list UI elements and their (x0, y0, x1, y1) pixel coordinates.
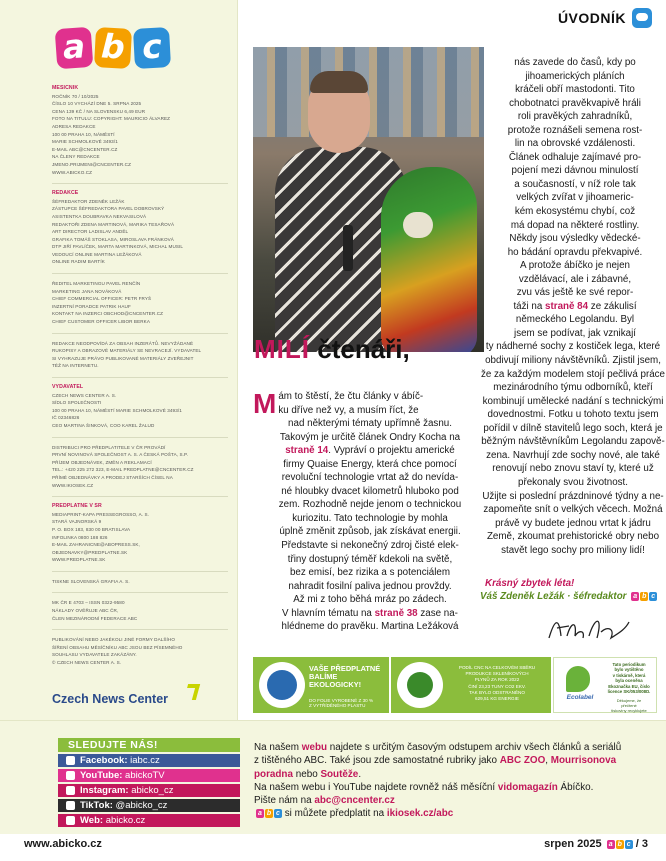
social-instagram[interactable]: Instagram: abicko_cz (58, 784, 240, 797)
imprint-divider (52, 273, 228, 274)
logo-letter-c: c (133, 27, 171, 69)
green-dot-icon (397, 662, 443, 708)
text-line: táži na straně 84 ze zákulisí (513, 300, 637, 312)
eco-badges (253, 657, 657, 713)
text-line: a současností, v níž role tak (514, 178, 636, 190)
imprint-line: REDAKTOŘI ZDENA MARTINOVÁ, MARIKA TESAŘOVÁ (52, 221, 175, 227)
text-line: ám to štěstí, že čtu články v ábíč- (278, 391, 424, 402)
imprint-divider (52, 571, 228, 572)
text-line: běžným návštěvníkům Legolandu zapově- (481, 436, 665, 448)
imprint-line: ŘEDITEL MARKETINGU PAVEL RENČÍN (52, 281, 141, 287)
handwritten-signature (545, 612, 633, 644)
imprint-line: TISKNE SLOVENSKÁ GRAFIA A. S. (52, 578, 130, 584)
inline-abc-logo: a b c (256, 809, 282, 818)
text-line: obdivují miliony návštěvníků. Zjistil jsem, (485, 355, 661, 367)
imprint-line: KONTAKT NA INZERCI OBCHOD@CNCENTER.CZ (52, 311, 164, 317)
eco-emissions-badge: PODÍL CNC NA CELKOVÉM SBĚRU PRODUKCE SKLENÍKOVÝCH PLYNŮ ZA ROK 2022 ČINÍ 23,23 TUNY CO2 EKV. TAK BYLO ODSTRANĚNO 629,51 KG ENERGIE (391, 657, 551, 713)
imprint-line: CHIEF COMMERCIAL OFFICER: PETR FRYŠ (52, 296, 152, 302)
mini-abc-logo: a b c (631, 592, 657, 601)
text-line: hlédneme do pravěku. Martina Ležáková (281, 621, 459, 633)
imprint-line: ŠÍŘENÍ OBSAHU MĚSÍČNÍKU ABC JSOU BEZ PÍSEMNÉHO (52, 644, 183, 650)
web-info-line: Pište nám na abc@cncenter.cz (254, 795, 395, 807)
editorial-greeting (254, 334, 410, 365)
text-line: zena. Navrhují zde sochy nové, ale také (486, 449, 660, 461)
text-line: revoluční technologie vrtat až do nevída- (281, 472, 459, 484)
sign-role: šéfredaktor (573, 591, 627, 602)
logo-letter-a: a (55, 27, 94, 69)
text-line: renovují nebo znovu staví ty, které už (492, 463, 654, 475)
web-link[interactable]: Mourrisonova (550, 755, 617, 767)
text-line: mezinárodního týmu odborníků, kteří (493, 382, 653, 394)
imprint-line: STARÁ VAJNORSKÁ 9 (52, 519, 102, 525)
editorial-column-right (480, 56, 666, 557)
text-line: protože roznášeli semena rost- (507, 124, 643, 136)
text-line: třiny dostupný téměř kdekoli na světě, (287, 553, 453, 565)
text-line: Až mi z toho běhá mráz po zádech. (293, 594, 447, 606)
text-line: Někdy jsou výsledky vědecké- (509, 233, 641, 245)
imprint-line: OBJEDNAVKY@PREDPLATNE.SK (52, 549, 128, 555)
imprint-line: ŠÉFREDAKTOR ZDENĚK LEŽÁK (52, 198, 125, 204)
facebook-icon (66, 756, 75, 765)
web-link[interactable]: ikiosek.cz/abc (386, 808, 454, 820)
footer-website[interactable]: www.abicko.cz (24, 838, 102, 850)
text-line: stavět lego sochy pro miliony lidí! (501, 544, 645, 556)
imprint-line: 100 00 PRAHA 10, NÁMĚSTÍ (52, 131, 115, 137)
web-link[interactable]: vidomagazín (497, 781, 558, 793)
social-tiktok[interactable]: TikTok: @abicko_cz (58, 799, 240, 812)
drop-cap: M (253, 388, 277, 419)
imprint-line: DISTRIBUCI PRO PŘEDPLATITELE V ČR PROVÁDÍ (52, 444, 166, 450)
text-line: právě vy budete jednou vrtat k jádru (495, 517, 651, 529)
highlighted-reference: straně 38 (374, 607, 418, 619)
publisher-logo: Czech News Center (52, 692, 169, 706)
eu-ecolabel-badge: Ecolabel Tato periodikum bylo vytištěno v tiskárně, která byla oceněna Ekoznačka EU, číslo licence SK/053/008D. Děkujeme, že přečtené tiskoviny recyklujete (553, 657, 657, 713)
imprint-line: WWW.PREDPLATNE.SK (52, 557, 106, 563)
web-info-line: Na našem webu najdete s určitým časovým odstupem archiv všech článků a seriálů (254, 742, 622, 753)
text-line: straně 14. Vypráví o projektu americké (285, 445, 455, 457)
imprint-line: TEL.: +420 225 272 323, E-MAIL PREDPLATNE@CNCENTER.CZ (52, 467, 194, 473)
imprint-line: SI VYHRAZUJE PRÁVO PUBLIKOVANÉ MATERIÁLY ZVEŘEJNIT (52, 355, 194, 361)
imprint-line: CEO MARTINA ŠINKOVÁ, COO KAREL ŽALUD (52, 422, 155, 428)
text-line: kuriozitu. Tato technologie by mohla (292, 512, 448, 524)
web-info-line: Na našem webu i YouTube najdete rovněž náš měsíční vidomagazín Ábíčko. (254, 781, 594, 793)
imprint-line: IČ 02346826 (52, 415, 80, 421)
web-link[interactable]: poradna (254, 768, 293, 780)
imprint-line: MĚSÍČNÍK (52, 85, 79, 91)
sign-wish: Krásný zbytek léta! (485, 578, 575, 589)
imprint-line: ASISTENTKA DOUBRAVKA NEKVASILOVÁ (52, 213, 147, 219)
imprint-sidebar (0, 0, 238, 720)
text-line: Článek odhaluje zajímavé pro- (508, 151, 642, 163)
text-line: A protože ábíčko je nejen (519, 260, 631, 272)
imprint-line: ONLINE RADIM BARTÍK (52, 259, 105, 265)
text-line: jsem se podívat, jak vznikají (514, 327, 636, 339)
imprint-line: E-MAIL ZAHRANICNE@ABOPRESS.SK, (52, 542, 140, 548)
text-line: ku dříve než vy, a musím říct, že (278, 404, 419, 416)
text-line: velkých zvířat v jihoameric- (516, 192, 634, 204)
imprint-line: CZECH NEWS CENTER A. S. (52, 392, 117, 398)
text-line: chobotnatci pravěkvapivě hráli (509, 97, 641, 109)
imprint-line: © CZECH NEWS CENTER A. S. (52, 660, 122, 666)
greeting-part1: MILÍ (254, 334, 310, 364)
imprint-divider (52, 183, 228, 184)
imprint-line: CENA 139 KČ / NA SLOVENSKU 6,49 EUR (52, 108, 146, 114)
eco-packaging-badge: VAŠE PŘEDPLATNÉ BALÍME EKOLOGICKY! DO FOLIE VYROBENÉ Z 30 % Z VYTŘÍDĚNÉHO PLASTU (253, 657, 389, 713)
imprint-divider (52, 592, 228, 593)
imprint-line: JMENO.PRIJMENI@CNCENTER.CZ (52, 161, 131, 167)
highlighted-reference: straně 84 (545, 300, 589, 312)
imprint-line: PUBLIKOVÁNÍ NEBO JAKÉKOLI JINÉ FORMY DALŠÍHO (52, 637, 176, 643)
text-line: vzdělávací, ale i zábavné, (518, 273, 632, 285)
imprint-line: 100 00 PRAHA 10, NÁMĚSTÍ MARIE SCHMOLKOVÉ 3493/1 (52, 407, 182, 413)
footer-issue-date: srpen 2025 (544, 838, 602, 850)
text-line: lin na obrovské vzdálenosti. (514, 138, 636, 150)
imprint-line: VYDAVATEL (52, 384, 84, 390)
imprint-line: NA ČLENY REDAKCE (52, 154, 100, 160)
section-label: ÚVODNÍK (557, 10, 626, 26)
imprint-line: TÉŽ NA INTERNETU. (52, 363, 99, 369)
imprint-line: PŘEDPLATNÉ V SR (52, 503, 102, 510)
imprint-text (52, 82, 230, 667)
text-line: firmy Quaise Energy, která chce pomocí (283, 458, 457, 470)
text-line: úplně změnit způsob, jak získávat energii. (279, 526, 461, 538)
text-line: zvu vás ještě ke své repor- (516, 287, 634, 299)
imprint-line: WWW.ABICKO.CZ (52, 169, 93, 175)
blue-angel-icon (259, 662, 305, 708)
web-info-line: poradna nebo Soutěže. (254, 768, 362, 780)
text-line: Užijte si poslední prázdninové týdny a ne- (482, 490, 664, 502)
text-line: překonaly svou životnost. (518, 476, 628, 488)
footer-abc-logo: a b c (607, 840, 633, 849)
speech-bubble-icon (632, 8, 652, 28)
tiktok-icon (66, 801, 75, 810)
imprint-line: MK ČR E 4703 – ISSN 0322-9580 (52, 600, 125, 606)
globe-icon (66, 816, 75, 825)
highlighted-reference: straně 14 (285, 445, 329, 457)
text-line: kombinují umělecké nadání s technickými (482, 395, 664, 407)
text-line: né hloubky dvacet kilometrů hluboko pod (281, 485, 459, 497)
web-info-line: a b c si můžete předplatit na ikiosek.cz/abc (254, 807, 654, 820)
imprint-line: MEDIAPRINT-KAPA PRESSEGROSSO, A. S. (52, 511, 150, 517)
text-line: pořídil v dílně stavitelů lego soch, která je (483, 422, 663, 434)
text-line: že za každým modelem stojí pečlivá práce (480, 368, 666, 380)
imprint-line: PRVNÍ NOVINOVÁ SPOLEČNOST A. S. A ČESKÁ POŠTA, S.P. (52, 452, 188, 458)
text-line: ty nádherné sochy z kostiček lega, které (485, 341, 661, 353)
imprint-line: ČLEN MEZINÁRODNÍ FEDERACE ABC (52, 615, 138, 621)
imprint-line: ZÁSTUPCE ŠÉFREDAKTORA PAVEL DOBROVSKÝ (52, 206, 165, 212)
sign-name: Váš Zdeněk Ležák (480, 591, 565, 602)
web-link[interactable]: Soutěže (320, 768, 359, 780)
imprint-line: PŘÍJEM OBJEDNÁVEK, ZMĚN A REKLAMACÍ (52, 459, 152, 465)
greeting-part2: čtenáři, (317, 334, 410, 364)
web-link[interactable]: webu (301, 742, 328, 753)
imprint-line: PŘÍMÉ OBJEDNÁVKY A PRODEJ STARŠÍCH ČÍSEL NA (52, 474, 173, 480)
youtube-icon (66, 771, 75, 780)
text-line: nahradit fosilní paliva jednou provždy. (288, 580, 452, 592)
text-line: pojení mezi dávnou minulostí (511, 165, 639, 177)
imprint-line: SÍDLO SPOLEČNOSTI (52, 400, 102, 406)
text-line: nás zavede do časů, kdy po (514, 57, 636, 68)
text-line: Země, zkoumat prehistorické obry nebo (486, 531, 660, 543)
text-line: zapomeňte snít o velkých věcech. Možná (483, 504, 663, 516)
imprint-line: SOUHLASU VYDAVATELE ZAKÁZÁNY. (52, 652, 137, 658)
text-line: Takovým je určitě článek Ondry Kocha na (279, 431, 461, 443)
imprint-line: ART DIRECTOR LADISLAV ANDĚL (52, 229, 129, 235)
text-line: kém ekosystému chybí, což (514, 206, 636, 218)
editorial-column-left (253, 390, 487, 634)
imprint-divider (52, 333, 228, 334)
imprint-line: P. O. BOX 183, 830 00 BRATISLAVA (52, 526, 131, 532)
web-info-line: z tištěného ABC. Také jsou zde samostatné rubriky jako ABC ZOO, Mourrisonova (254, 755, 617, 767)
text-line: jihoamerických pláních (525, 70, 625, 82)
imprint-divider (52, 437, 228, 438)
text-line: nad některými tématy upřímně žasnu. (288, 418, 452, 430)
imprint-line: CHIEF CUSTOMER OFFICER LIBOR BERKA (52, 319, 151, 325)
imprint-line: MARIE SCHMOLKOVÉ 3493/1 (52, 139, 118, 145)
imprint-line: INFOLINKA 0800 188 826 (52, 534, 108, 540)
text-line: dovednostmi. Fotku u tohoto textu jsem (487, 409, 659, 421)
eu-ecolabel-icon: Ecolabel (558, 662, 598, 710)
abc-logo (56, 28, 170, 68)
text-line: německého Legolandu. Byl (515, 314, 635, 326)
imprint-divider (52, 377, 228, 378)
imprint-line: VEDOUCÍ ONLINE MARTINA LEŽÁKOVÁ (52, 251, 142, 257)
text-line: roli pravěkých zahradníků, (517, 111, 633, 123)
text-line: ho bádání opravdu překvapivé. (507, 246, 643, 258)
imprint-line: REDAKCE (52, 190, 79, 197)
web-link[interactable]: abc@cncenter.cz (314, 795, 395, 807)
follow-title: SLEDUJTE NÁS! (58, 738, 240, 752)
imprint-line: INZERTNÍ PORADCE PATRIK HAUF (52, 303, 131, 309)
imprint-line: REDAKCE NEODPOVÍDÁ ZA OBSAH INZERÁTŮ. NEVYŽÁDANÉ (52, 340, 194, 346)
text-line: bez emisí, bez rizika a s potenciálem (289, 567, 451, 579)
imprint-line: ČÍSLO 10 VYCHÁZÍ DNE 5. SRPNA 2025 (52, 101, 142, 107)
social-web[interactable]: Web: abicko.cz (58, 814, 240, 827)
text-line: zem. Rozhodně nejde jenom o technickou (278, 499, 462, 511)
imprint-line: ROČNÍK 70 / 10/2025 (52, 93, 99, 99)
sign-line: Váš Zdeněk Ležák · šéfredaktor a b c (480, 591, 657, 602)
imprint-line: RUKOPISY A OBRAZOVÉ MATERIÁLY SE NEVRACEJÍ. VYDAVATEL (52, 348, 202, 354)
imprint-divider (52, 496, 228, 497)
web-link[interactable]: ABC ZOO (499, 755, 546, 767)
imprint-divider (52, 629, 228, 630)
imprint-line: NÁKLADY OVĚŘUJE ABC ČR, (52, 608, 119, 614)
footer-page-number: / 3 (635, 838, 648, 850)
social-facebook[interactable]: Facebook: iabc.cz (58, 754, 240, 767)
imprint-line: GRAFIKA TOMÁŠ STOKLASA, MIROSLAVA FRÁNKOVÁ (52, 236, 174, 242)
text-line: V hlavním tématu na straně 38 zase na- (282, 607, 458, 619)
imprint-line: FOTO NA TITULU: COPYRIGHT: MAURICIO ÁLVAREZ (52, 116, 171, 122)
text-line: Představte si nekonečný zdroj čisté elek- (281, 540, 459, 552)
imprint-line: WWW.IKIOSEK.CZ (52, 482, 94, 488)
imprint-line: ADRESA REDAKCE (52, 123, 96, 129)
imprint-line: DTP JIŘÍ PAVLÍČEK, MARTA MARTINKOVÁ, MICHAL MUSIL (52, 244, 184, 250)
instagram-icon (66, 786, 75, 795)
social-youtube[interactable]: YouTube: abickoTV (58, 769, 240, 782)
imprint-line: MARKETING JANA NOVÁKOVÁ (52, 288, 122, 294)
text-line: kráčeli obří mastodonti. Tito (515, 84, 635, 96)
editor-photo (253, 47, 484, 352)
text-line: má dopad na některé rostliny. (510, 219, 640, 231)
imprint-line: E-MAIL ABC@CNCENTER.CZ (52, 146, 118, 152)
publisher-logo-mark-icon (184, 684, 200, 700)
web-info (254, 741, 654, 821)
logo-letter-b: b (94, 27, 132, 69)
footer-issue (544, 838, 648, 850)
